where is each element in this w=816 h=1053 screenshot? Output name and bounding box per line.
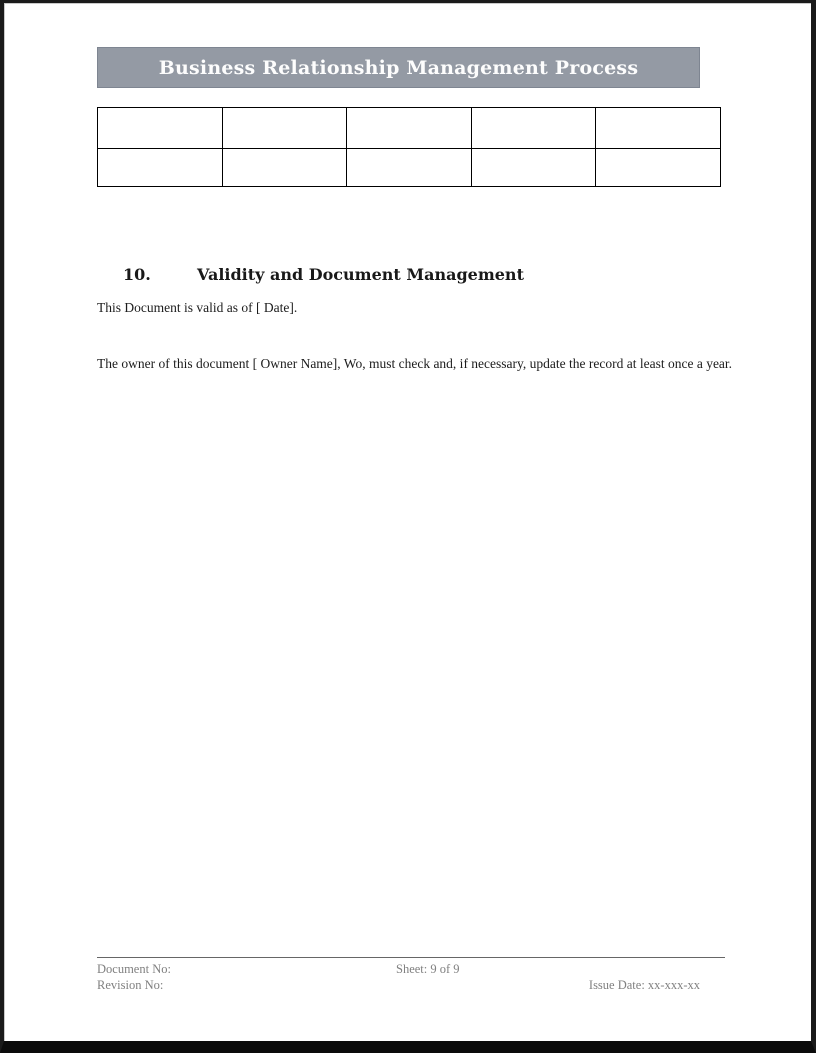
table-cell	[596, 108, 721, 149]
revision-table	[97, 107, 721, 187]
document-title: Business Relationship Management Process	[158, 56, 639, 79]
footer-divider	[97, 957, 725, 958]
table-cell	[596, 149, 721, 187]
table-cell	[347, 108, 472, 149]
footer-document-no: Document No:	[97, 962, 171, 976]
section-title: Validity and Document Management	[197, 265, 524, 284]
table-cell	[222, 149, 347, 187]
footer-sheet-number: Sheet: 9 of 9	[396, 962, 460, 976]
table-cell	[98, 149, 223, 187]
table-cell	[471, 108, 596, 149]
table-cell	[222, 108, 347, 149]
table-cell	[347, 149, 472, 187]
table-cell	[471, 149, 596, 187]
paragraph-validity: This Document is valid as of [ Date].	[97, 300, 298, 315]
footer-revision-no: Revision No:	[97, 978, 164, 992]
header-banner	[97, 47, 700, 88]
paragraph-owner-review: The owner of this document [ Owner Name], Wo, must check and, if necessary, update the record at least once a year.	[97, 356, 733, 371]
section-heading	[123, 265, 524, 284]
section-number: 10.	[123, 265, 151, 284]
table-row	[98, 108, 721, 149]
table-cell	[98, 108, 223, 149]
footer-issue-date: Issue Date: xx-xxx-xx	[588, 978, 700, 992]
table-row	[98, 149, 721, 187]
